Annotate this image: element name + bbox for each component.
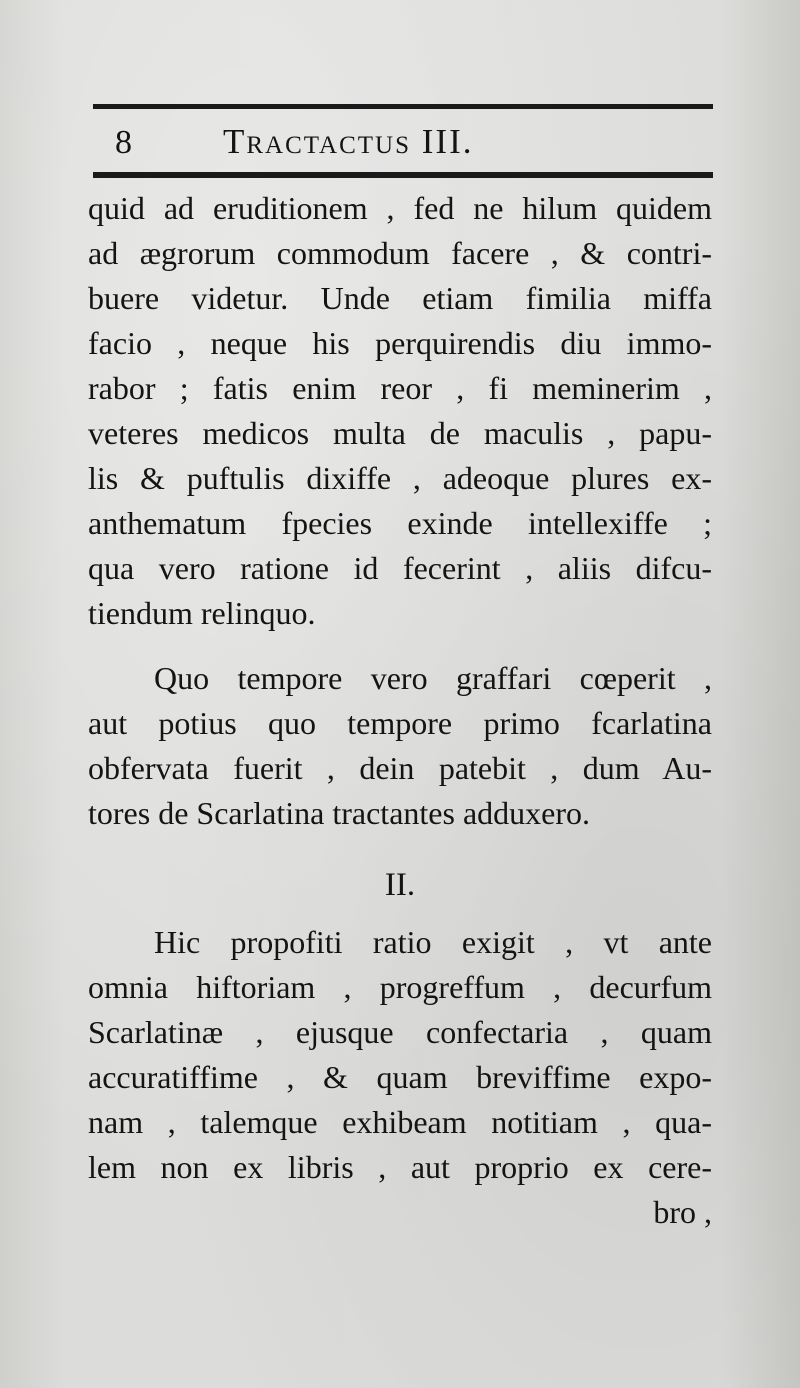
catchword: bro , <box>653 1194 712 1230</box>
page-number: 8 <box>115 124 132 161</box>
text-line: Scarlatinæ , ejusque confectaria , quam <box>88 1014 712 1050</box>
text-line: lem non ex libris , aut proprio ex cere- <box>88 1149 712 1185</box>
text-line: omnia hiftoriam , progreffum , decurfum <box>88 969 712 1005</box>
text-line: Hic propofiti ratio exigit , vt ante <box>154 924 712 960</box>
text-line: tiendum relinquo. <box>88 595 316 631</box>
text-line: buere videtur. Unde etiam fimilia miffa <box>88 280 712 316</box>
text-line: qua vero ratione id fecerint , aliis difcu- <box>88 550 712 586</box>
text-line: accuratiffime , & quam breviffime expo- <box>88 1059 712 1095</box>
text-line: obfervata fuerit , dein patebit , dum Au- <box>88 750 712 786</box>
paragraph-gap <box>88 636 712 656</box>
running-title: Tractactus III. <box>223 122 474 161</box>
header-rule-top <box>93 104 713 109</box>
running-header <box>93 118 713 168</box>
text-line: lis & puftulis dixiffe , adeoque plures ex- <box>88 460 712 496</box>
section-heading: II. <box>384 867 416 903</box>
text-line: aut potius quo tempore primo fcarlatina <box>88 705 712 741</box>
header-rule-bottom <box>93 172 713 178</box>
text-line: rabor ; fatis enim reor , fi meminerim , <box>88 370 712 406</box>
text-line: Quo tempore vero graffari cœperit , <box>154 660 712 696</box>
text-line: anthematum fpecies exinde intellexiffe ; <box>88 505 712 541</box>
text-line: tores de Scarlatina tractantes adduxero. <box>88 795 590 831</box>
body-text <box>88 186 712 1235</box>
text-line: quid ad eruditionem , fed ne hilum quidem <box>88 190 712 226</box>
text-line: facio , neque his perquirendis diu immo- <box>88 325 712 361</box>
text-line: veteres medicos multa de maculis , papu- <box>88 415 712 451</box>
text-line: nam , talemque exhibeam notitiam , qua- <box>88 1104 712 1140</box>
text-line: ad ægrorum commodum facere , & contri- <box>88 235 712 271</box>
